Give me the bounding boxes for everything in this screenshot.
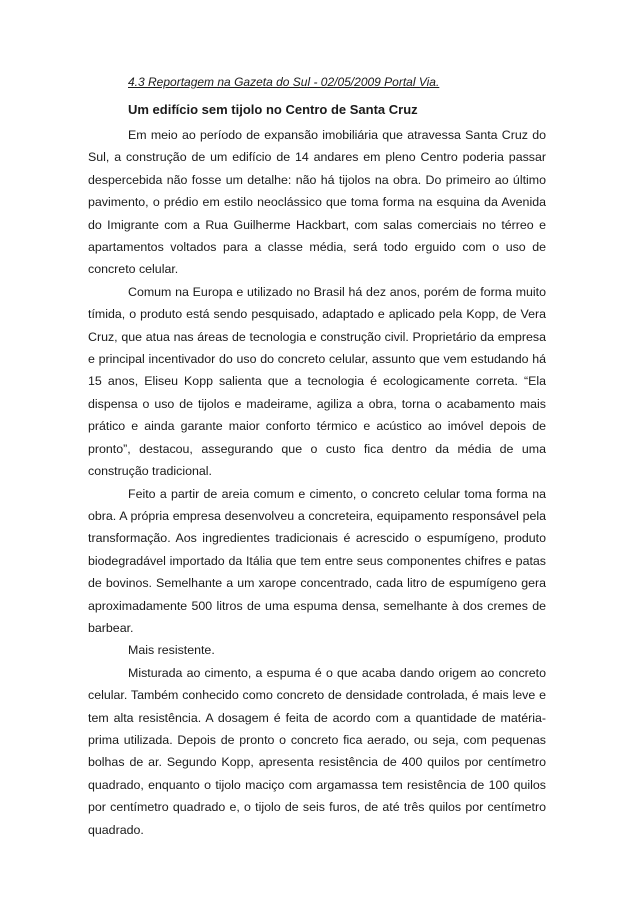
article-body	[88, 124, 546, 841]
paragraph-europe: Comum na Europa e utilizado no Brasil há dez anos, porém de forma muito tímida, o produto está sendo pesquisado, adaptado e aplicado pela Kopp, de Vera Cruz, que atua nas áreas de tecnologia e construção civil. Proprietário da empresa e principal incentivador do uso do concreto celular, assunto que vem estudando há 15 anos, Eliseu Kopp salienta que a tecnologia é ecologicamente correta. “Ela dispensa o uso de tijolos e madeirame, agiliza a obra, torna o acabamento mais prático e ainda garante maior conforto térmico e acústico ao imóvel depois de pronto”, destacou, assegurando que o custo fica dentro da média de uma construção tradicional.	[88, 284, 546, 479]
article-title: Um edifício sem tijolo no Centro de Santa Cruz	[128, 102, 418, 117]
paragraph-intro: Em meio ao período de expansão imobiliária que atravessa Santa Cruz do Sul, a construção de um edifício de 14 andares em pleno Centro poderia passar despercebida não fosse um detalhe: não há tijolos na obra. Do primeiro ao último pavimento, o prédio em estilo neoclássico que toma forma na esquina da Avenida do Imigrante com a Rua Guilherme Hackbart, com salas comerciais no térreo e apartamentos voltados para a classe média, será todo erguido com o uso de concreto celular.	[88, 128, 546, 277]
paragraph-production: Feito a partir de areia comum e cimento, o concreto celular toma forma na obra. A própria empresa desenvolveu a concreteira, equipamento responsável pela transformação. Aos ingredientes tradicionais é acrescido o espumígeno, produto biodegradável importado da Itália que tem entre seus componentes chifres e patas de bovinos. Semelhante a um xarope concentrado, cada litro de espumígeno gera aproximadamente 500 litros de uma espuma densa, semelhante à dos cremes de barbear.	[88, 486, 546, 635]
section-heading: 4.3 Reportagem na Gazeta do Sul - 02/05/2009 Portal Via.	[128, 75, 440, 89]
subheading-mais-resistente: Mais resistente.	[128, 643, 215, 658]
paragraph-resistance: Misturada ao cimento, a espuma é o que acaba dando origem ao concreto celular. Também conhecido como concreto de densidade controlada, é mais leve e tem alta resistência. A dosagem é feita de acordo com a quantidade de matéria-prima utilizada. Depois de pronto o concreto fica aerado, ou seja, com pequenas bolhas de ar. Segundo Kopp, apresenta resistência de 400 quilos por centímetro quadrado, enquanto o tijolo maciço com argamassa tem resistência de 100 quilos por centímetro quadrado e, o tijolo de seis furos, de até três quilos por centímetro quadrado.	[88, 665, 546, 837]
